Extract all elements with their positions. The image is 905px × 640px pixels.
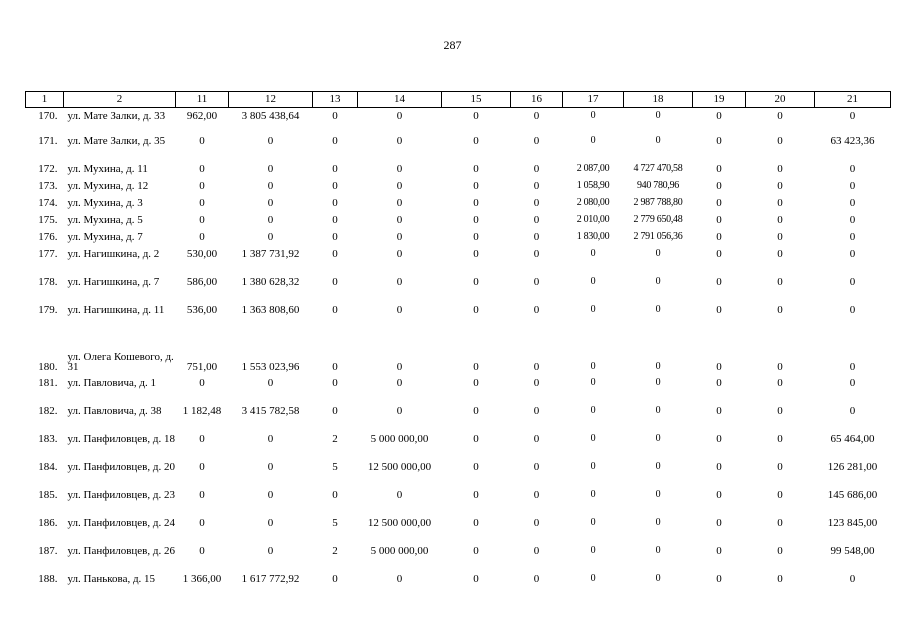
value-cell: 0 — [473, 275, 479, 288]
value-cell: 0 — [590, 247, 596, 259]
value-cell: 1 366,00 — [182, 572, 222, 585]
address-cell: ул. Нагишкина, д. 7 — [67, 275, 160, 288]
value-cell: 0 — [590, 360, 596, 372]
address-cell: ул. Панькова, д. 15 — [67, 572, 156, 585]
row-number: 179. — [38, 303, 58, 316]
value-cell: 3 415 782,58 — [241, 404, 300, 417]
value-cell: 0 — [716, 460, 722, 473]
value-cell: 0 — [473, 303, 479, 316]
row-number: 172. — [38, 162, 58, 175]
value-cell: 0 — [533, 179, 540, 192]
value-cell: 0 — [849, 213, 856, 226]
value-cell: 0 — [267, 544, 274, 557]
value-cell: 0 — [533, 360, 540, 373]
value-cell: 0 — [849, 196, 856, 209]
value-cell: 0 — [777, 544, 783, 557]
column-header: 11 — [176, 92, 229, 108]
value-cell: 0 — [590, 303, 596, 315]
value-cell: 0 — [473, 488, 479, 501]
address-cell: ул. Олега Кошевого, д. 31 — [67, 350, 174, 373]
value-cell: 0 — [655, 376, 661, 388]
value-cell: 0 — [473, 432, 479, 445]
value-cell: 0 — [332, 247, 338, 260]
column-header: 18 — [624, 92, 693, 108]
value-cell: 0 — [777, 213, 783, 226]
row-number: 180. — [38, 360, 58, 373]
table-header — [26, 92, 891, 108]
value-cell: 2 779 650,48 — [633, 213, 683, 225]
value-cell: 0 — [655, 516, 661, 528]
value-cell: 2 010,00 — [576, 213, 610, 225]
value-cell: 0 — [849, 360, 856, 373]
value-cell: 0 — [655, 460, 661, 472]
value-cell: 0 — [533, 303, 540, 316]
value-cell: 0 — [533, 404, 540, 417]
value-cell: 126 281,00 — [827, 460, 878, 473]
table-row — [26, 333, 891, 378]
value-cell: 0 — [716, 275, 722, 288]
value-cell: 0 — [590, 134, 596, 146]
value-cell: 0 — [716, 404, 722, 417]
value-cell: 0 — [199, 488, 205, 501]
value-cell: 0 — [332, 110, 338, 122]
value-cell: 0 — [533, 230, 540, 243]
value-cell: 0 — [533, 516, 540, 529]
value-cell: 0 — [777, 162, 783, 175]
value-cell: 0 — [199, 179, 205, 192]
value-cell: 0 — [473, 162, 479, 175]
value-cell: 0 — [473, 196, 479, 209]
value-cell: 0 — [716, 213, 722, 226]
value-cell: 0 — [332, 376, 338, 389]
value-cell: 0 — [199, 544, 205, 557]
value-cell: 5 000 000,00 — [370, 432, 429, 445]
value-cell: 0 — [533, 376, 540, 389]
value-cell: 0 — [716, 488, 722, 501]
value-cell: 2 — [332, 544, 338, 557]
address-cell: ул. Панфиловцев, д. 18 — [67, 432, 175, 445]
column-header: 16 — [511, 92, 563, 108]
value-cell: 1 617 772,92 — [241, 572, 300, 585]
address-cell: ул. Панфиловцев, д. 23 — [67, 488, 175, 501]
value-cell: 0 — [332, 196, 338, 209]
table-row — [26, 198, 891, 215]
value-cell: 0 — [716, 516, 722, 529]
value-cell: 0 — [396, 230, 403, 243]
value-cell: 0 — [199, 516, 205, 529]
value-cell: 63 423,36 — [830, 134, 875, 147]
column-header: 1 — [26, 92, 64, 108]
value-cell: 0 — [777, 275, 783, 288]
value-cell: 0 — [473, 360, 479, 373]
value-cell: 0 — [590, 460, 596, 472]
value-cell: 0 — [267, 196, 274, 209]
column-header: 19 — [693, 92, 746, 108]
value-cell: 536,00 — [186, 303, 218, 316]
value-cell: 0 — [777, 196, 783, 209]
value-cell: 0 — [777, 572, 783, 585]
address-cell: ул. Нагишкина, д. 11 — [67, 303, 165, 316]
value-cell: 0 — [777, 488, 783, 501]
value-cell: 0 — [332, 179, 338, 192]
value-cell: 0 — [473, 247, 479, 260]
value-cell: 0 — [199, 213, 205, 226]
address-cell: ул. Нагишкина, д. 2 — [67, 247, 160, 260]
column-header: 17 — [563, 92, 624, 108]
value-cell: 0 — [716, 360, 722, 373]
value-cell: 0 — [655, 572, 661, 584]
value-cell: 0 — [332, 134, 338, 147]
value-cell: 0 — [396, 213, 403, 226]
row-number: 182. — [38, 404, 58, 417]
value-cell: 0 — [716, 303, 722, 316]
value-cell: 0 — [396, 196, 403, 209]
address-cell: ул. Мухина, д. 11 — [67, 162, 148, 175]
value-cell: 0 — [655, 247, 661, 259]
address-cell: ул. Мухина, д. 3 — [67, 196, 143, 209]
value-cell: 99 548,00 — [830, 544, 875, 557]
column-header: 13 — [313, 92, 358, 108]
address-cell: ул. Мухина, д. 7 — [67, 230, 143, 243]
row-number: 173. — [38, 179, 58, 192]
value-cell: 0 — [267, 162, 274, 175]
value-cell: 0 — [655, 360, 661, 372]
value-cell: 0 — [849, 275, 856, 288]
value-cell: 0 — [332, 488, 338, 501]
value-cell: 1 363 808,60 — [241, 303, 300, 316]
value-cell: 0 — [655, 544, 661, 556]
column-header: 21 — [815, 92, 891, 108]
value-cell: 0 — [655, 404, 661, 416]
value-cell: 2 080,00 — [576, 196, 610, 208]
value-cell: 0 — [332, 572, 338, 585]
value-cell: 0 — [473, 134, 479, 147]
value-cell: 0 — [267, 488, 274, 501]
row-number: 171. — [38, 134, 58, 147]
value-cell: 0 — [655, 110, 661, 121]
column-header: 14 — [358, 92, 442, 108]
address-cell: ул. Мухина, д. 5 — [67, 213, 143, 226]
table-row — [26, 215, 891, 232]
value-cell: 0 — [473, 213, 479, 226]
value-cell: 0 — [533, 572, 540, 585]
value-cell: 962,00 — [186, 110, 218, 122]
value-cell: 0 — [533, 162, 540, 175]
row-number: 181. — [38, 376, 58, 389]
value-cell: 0 — [590, 488, 596, 500]
value-cell: 0 — [590, 376, 596, 388]
table-row — [26, 406, 891, 434]
row-number: 170. — [38, 110, 58, 122]
value-cell: 0 — [849, 230, 856, 243]
value-cell: 0 — [332, 275, 338, 288]
value-cell: 0 — [332, 230, 338, 243]
value-cell: 0 — [473, 179, 479, 192]
value-cell: 5 — [332, 460, 338, 473]
value-cell: 0 — [716, 544, 722, 557]
value-cell: 0 — [533, 432, 540, 445]
value-cell: 0 — [396, 275, 403, 288]
value-cell: 0 — [655, 275, 661, 287]
table-row — [26, 378, 891, 406]
value-cell: 0 — [849, 110, 856, 122]
row-number: 187. — [38, 544, 58, 557]
value-cell: 12 500 000,00 — [367, 460, 432, 473]
value-cell: 0 — [716, 179, 722, 192]
row-number: 186. — [38, 516, 58, 529]
value-cell: 0 — [533, 460, 540, 473]
value-cell: 0 — [777, 303, 783, 316]
value-cell: 0 — [473, 230, 479, 243]
value-cell: 0 — [533, 275, 540, 288]
value-cell: 530,00 — [186, 247, 218, 260]
value-cell: 0 — [199, 460, 205, 473]
value-cell: 1 830,00 — [576, 230, 610, 242]
column-header: 15 — [442, 92, 511, 108]
value-cell: 0 — [777, 404, 783, 417]
value-cell: 0 — [716, 110, 722, 122]
value-cell: 0 — [332, 303, 338, 316]
value-cell: 0 — [267, 432, 274, 445]
value-cell: 1 387 731,92 — [241, 247, 300, 260]
value-cell: 0 — [655, 303, 661, 315]
address-cell: ул. Павловича, д. 1 — [67, 376, 156, 389]
value-cell: 0 — [473, 460, 479, 473]
value-cell: 0 — [533, 544, 540, 557]
value-cell: 751,00 — [186, 360, 218, 373]
row-number: 178. — [38, 275, 58, 288]
value-cell: 0 — [332, 213, 338, 226]
table-row — [26, 434, 891, 462]
value-cell: 1 182,48 — [182, 404, 222, 417]
value-cell: 0 — [777, 110, 783, 122]
value-cell: 0 — [396, 247, 403, 260]
value-cell: 1 553 023,96 — [241, 360, 300, 373]
value-cell: 0 — [716, 572, 722, 585]
column-header: 2 — [64, 92, 176, 108]
value-cell: 0 — [777, 460, 783, 473]
value-cell: 0 — [849, 404, 856, 417]
value-cell: 0 — [267, 516, 274, 529]
value-cell: 0 — [716, 247, 722, 260]
value-cell: 0 — [716, 432, 722, 445]
value-cell: 0 — [777, 230, 783, 243]
value-cell: 0 — [199, 432, 205, 445]
value-cell: 0 — [533, 488, 540, 501]
value-cell: 0 — [533, 213, 540, 226]
value-cell: 0 — [473, 544, 479, 557]
value-cell: 940 780,96 — [636, 179, 679, 191]
value-cell: 0 — [716, 162, 722, 175]
value-cell: 0 — [199, 134, 205, 147]
row-number: 188. — [38, 572, 58, 585]
row-number: 176. — [38, 230, 58, 243]
value-cell: 4 727 470,58 — [633, 162, 683, 174]
value-cell: 2 791 056,36 — [633, 230, 683, 242]
address-cell: ул. Мухина, д. 12 — [67, 179, 149, 192]
value-cell: 1 380 628,32 — [241, 275, 300, 288]
value-cell: 0 — [199, 162, 205, 175]
value-cell: 0 — [332, 360, 338, 373]
column-header: 20 — [746, 92, 815, 108]
table-row — [26, 232, 891, 249]
value-cell: 0 — [590, 110, 596, 121]
table-row — [26, 490, 891, 518]
table-row — [26, 305, 891, 333]
address-cell: ул. Панфиловцев, д. 20 — [67, 460, 175, 473]
address-cell: ул. Мате Залки, д. 33 — [67, 110, 166, 122]
value-cell: 0 — [533, 247, 540, 260]
value-cell: 0 — [267, 134, 274, 147]
row-number: 175. — [38, 213, 58, 226]
value-cell: 2 987 788,80 — [633, 196, 683, 208]
value-cell: 0 — [199, 230, 205, 243]
value-cell: 0 — [332, 404, 338, 417]
value-cell: 0 — [590, 404, 596, 416]
value-cell: 0 — [396, 110, 403, 122]
value-cell: 0 — [777, 247, 783, 260]
value-cell: 5 000 000,00 — [370, 544, 429, 557]
value-cell: 0 — [473, 376, 479, 389]
table-row — [26, 136, 891, 164]
value-cell: 0 — [655, 488, 661, 500]
value-cell: 0 — [396, 488, 403, 501]
value-cell: 0 — [655, 432, 661, 444]
address-cell: ул. Павловича, д. 38 — [67, 404, 162, 417]
value-cell: 0 — [716, 376, 722, 389]
table-row — [26, 181, 891, 198]
value-cell: 0 — [396, 179, 403, 192]
value-cell: 0 — [396, 360, 403, 373]
value-cell: 0 — [849, 376, 856, 389]
address-cell: ул. Панфиловцев, д. 26 — [67, 544, 175, 557]
value-cell: 0 — [849, 572, 856, 585]
table-row — [26, 518, 891, 546]
value-cell: 0 — [716, 230, 722, 243]
table-body — [26, 108, 891, 591]
value-cell: 0 — [716, 196, 722, 209]
table-row — [26, 574, 891, 591]
value-cell: 0 — [777, 360, 783, 373]
value-cell: 0 — [267, 376, 274, 389]
table-row — [26, 108, 891, 136]
value-cell: 0 — [533, 110, 540, 122]
table-row — [26, 164, 891, 181]
value-cell: 0 — [396, 303, 403, 316]
value-cell: 0 — [199, 376, 205, 389]
value-cell: 0 — [473, 572, 479, 585]
value-cell: 0 — [590, 572, 596, 584]
value-cell: 1 058,90 — [576, 179, 610, 191]
value-cell: 0 — [396, 376, 403, 389]
row-number: 177. — [38, 247, 58, 260]
value-cell: 0 — [396, 404, 403, 417]
value-cell: 0 — [655, 134, 661, 146]
column-header: 12 — [229, 92, 313, 108]
value-cell: 65 464,00 — [830, 432, 875, 445]
address-cell: ул. Мате Залки, д. 35 — [67, 134, 166, 147]
row-number: 184. — [38, 460, 58, 473]
value-cell: 0 — [396, 162, 403, 175]
value-cell: 0 — [473, 516, 479, 529]
value-cell: 5 — [332, 516, 338, 529]
row-number: 185. — [38, 488, 58, 501]
value-cell: 0 — [396, 572, 403, 585]
value-cell: 123 845,00 — [827, 516, 878, 529]
value-cell: 12 500 000,00 — [367, 516, 432, 529]
value-cell: 0 — [849, 303, 856, 316]
value-cell: 0 — [777, 376, 783, 389]
value-cell: 0 — [267, 230, 274, 243]
value-cell: 0 — [777, 432, 783, 445]
value-cell: 0 — [590, 544, 596, 556]
row-number: 183. — [38, 432, 58, 445]
value-cell: 0 — [777, 516, 783, 529]
value-cell: 0 — [267, 179, 274, 192]
value-cell: 145 686,00 — [827, 488, 878, 501]
value-cell: 3 805 438,64 — [241, 110, 300, 122]
table-row — [26, 249, 891, 277]
value-cell: 0 — [199, 196, 205, 209]
value-cell: 0 — [849, 162, 856, 175]
value-cell: 0 — [533, 134, 540, 147]
value-cell: 0 — [267, 213, 274, 226]
address-cell: ул. Панфиловцев, д. 24 — [67, 516, 175, 529]
value-cell: 2 087,00 — [576, 162, 610, 174]
row-number: 174. — [38, 196, 58, 209]
value-cell: 0 — [849, 247, 856, 260]
value-cell: 0 — [590, 516, 596, 528]
value-cell: 0 — [716, 134, 722, 147]
value-cell: 0 — [777, 179, 783, 192]
value-cell: 0 — [849, 179, 856, 192]
data-table — [25, 91, 891, 591]
value-cell: 2 — [332, 432, 338, 445]
value-cell: 0 — [590, 432, 596, 444]
value-cell: 586,00 — [186, 275, 218, 288]
value-cell: 0 — [473, 404, 479, 417]
table-row — [26, 277, 891, 305]
value-cell: 0 — [473, 110, 479, 122]
value-cell: 0 — [332, 162, 338, 175]
value-cell: 0 — [267, 460, 274, 473]
value-cell: 0 — [396, 134, 403, 147]
page-number: 287 — [443, 38, 462, 52]
value-cell: 0 — [533, 196, 540, 209]
value-cell: 0 — [777, 134, 783, 147]
table-row — [26, 546, 891, 574]
table-row — [26, 462, 891, 490]
value-cell: 0 — [590, 275, 596, 287]
